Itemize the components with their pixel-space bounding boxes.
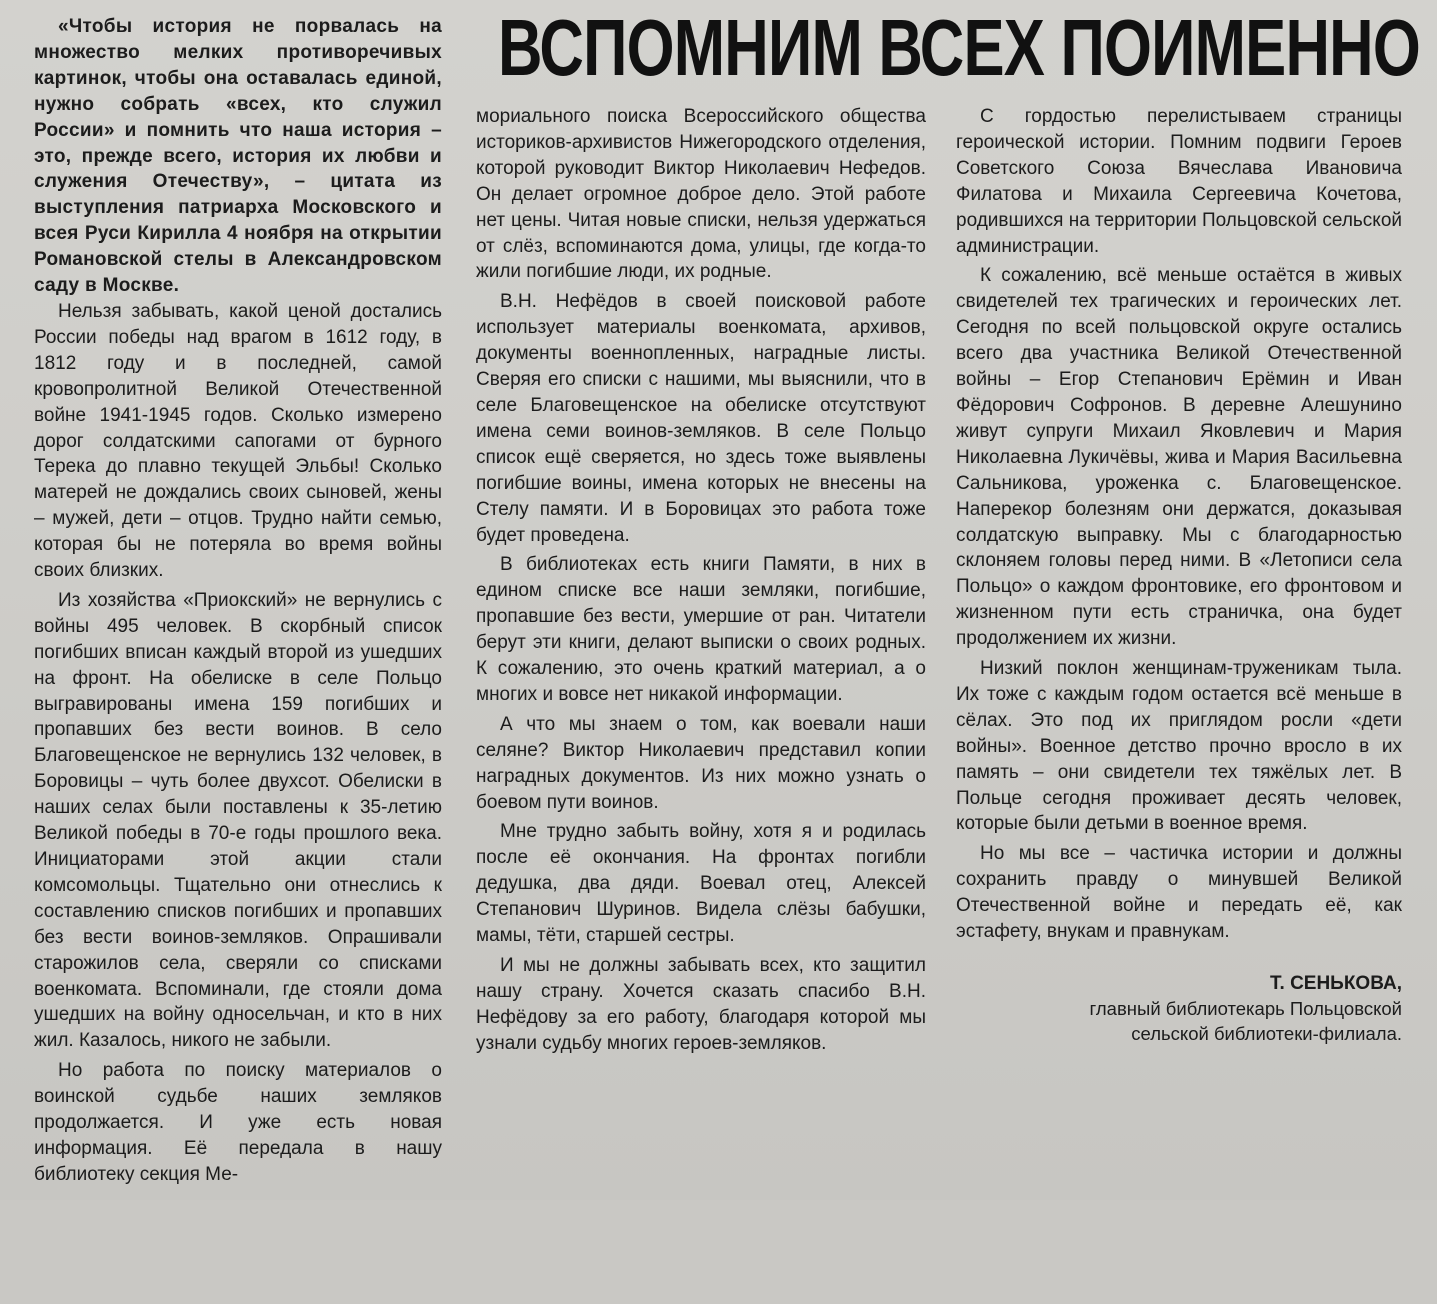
paragraph: Но мы все – частичка истории и должны сохранить правду о минувшей Великой Отечественной войне и передать её, как эстафету, внукам и правнукам. <box>956 843 1402 943</box>
paragraph: В.Н. Нефёдов в своей поисковой работе использует материалы военкомата, архивов, документы военнопленных, наградные листы. Сверяя его списки с нашими, мы выяснили, что в селе Благовещенское на обелиске отсутствуют имена семи воинов-земляков. В селе Польцо список ещё сверяется, но здесь тоже выявлены погибшие воины, имена которых не внесены на Стелу памяти. И в Боровицах это работа тоже будет проведена. <box>476 291 926 546</box>
column-2 <box>476 104 926 1304</box>
paragraph: Но работа по поиску материалов о воинской судьбе наших земляков продолжается. И уже есть новая информация. Её передала в нашу библиотеку секция Ме- <box>34 1060 442 1185</box>
column-3 <box>956 104 1402 1304</box>
author-role: сельской библиотеки-филиала. <box>1131 1023 1402 1044</box>
lead-quote: «Чтобы история не порвалась на множество мелких противоречивых картинок, чтобы она оставалась единой, нужно собрать «всех, кто служил России» и помнить что наша история – это, прежде всего, история их любви и служения Отечеству», – цитата из выступления патриарха Московского и всея Руси Кирилла 4 ноября на открытии Романовской стелы в Александровском саду в Москве. <box>34 16 442 297</box>
column-1 <box>34 14 442 1214</box>
article-title: ВСПОМНИМ ВСЕХ ПОИМЕННО <box>498 3 1421 92</box>
paragraph: И мы не должны забывать всех, кто защитил нашу страну. Хочется сказать спасибо В.Н. Нефёдову за его работу, благодаря которой мы узнали судьбу многих героев-земляков. <box>476 955 926 1054</box>
paragraph: мориального поиска Всероссийского общества историков-архивистов Нижегородского отделения, которой руководит Виктор Николаевич Нефедов. Он делает огромное доброе дело. Этой работе нет цены. Читая новые списки, нельзя удержаться от слёз, вспоминаются дома, улицы, где когда-то жили погибшие люди, их родные. <box>476 106 926 283</box>
paragraph: Низкий поклон женщинам-труженикам тыла. Их тоже с каждым годом остается всё меньше в сёлах. Это под их приглядом росли «дети войны». Военное детство прочно вросло в их память – они свидетели тех тяжёлых лет. В Польце сегодня проживает десять человек, которые были детьми в военное время. <box>956 658 1402 835</box>
paragraph: В библиотеках есть книги Памяти, в них в едином списке все наши земляки, погибшие, пропавшие без вести, умершие от ран. Читатели берут эти книги, делают выписки о своих родных. К сожалению, это очень краткий материал, а о многих и вовсе нет никакой информации. <box>476 554 926 705</box>
paragraph: А что мы знаем о том, как воевали наши селяне? Виктор Николаевич представил копии наградных документов. Из них можно узнать о боевом пути воинов. <box>476 713 926 813</box>
paragraph: Мне трудно забыть войну, хотя я и родилась после её окончания. На фронтах погибли дедушка, два дяди. Воевал отец, Алексей Степанович Шуринов. Видела слёзы бабушки, мамы, тёти, старшей сестры. <box>476 821 926 947</box>
author-role: главный библиотекарь Польцовской <box>1089 998 1402 1019</box>
author-name: Т. СЕНЬКОВА, <box>1270 973 1402 994</box>
paragraph: С гордостью перелистываем страницы героической истории. Помним подвиги Героев Советского Союза Вячеслава Ивановича Филатова и Михаила Сергеевича Кочетова, родившихся на территории Польцовской сельской администрации. <box>956 106 1403 257</box>
paragraph: Нельзя забывать, какой ценой достались России победы над врагом в 1612 году, в 1812 году и в последней, самой кровопролитной Великой Отечественной войне 1941-1945 годов. Сколько измерено дорог солдатскими сапогами от бурного Терека до плавно текущей Эльбы! Сколько матерей не дождались своих сыновей, жены – мужей, дети – отцов. Трудно найти семью, которая бы не потеряла во время войны своих близких. <box>34 300 442 582</box>
paragraph: К сожалению, всё меньше остаётся в живых свидетелей тех трагических и героических лет. Сегодня по всей польцовской округе остались всего два участника Великой Отечественной войны – Егор Степанович Ерёмин и Иван Фёдорович Софронов. В деревне Алешунино живут супруги Михаил Яковлевич и Мария Николаевна Лукичёвы, жива и Мария Васильевна Сальникова, уроженка с. Благовещенское. Наперекор болезням они держатся, доказывая солдатскую выправку. Мы с благодарностью склоняем головы перед ними. В «Летописи села Польцо» о каждом фронтовике, его фронтовом и жизненном пути есть страничка, она будет продолжением их жизни. <box>956 265 1402 650</box>
paragraph: Из хозяйства «Приокский» не вернулись с войны 495 человек. В скорбный список погибших вписан каждый второй из ушедших на фронт. На обелиске в селе Польцо выгравированы имена 159 погибших и пропавших без вести воинов. В село Благовещенское не вернулись 132 человек, в Боровицы – чуть более двухсот. Обелиски в наших селах были поставлены к 35-летию Великой победы в 70-е годы прошлого века. Инициаторами этой акции стали комсомольцы. Тщательно они отнеслись к составлению списков погибших и пропавших без вести воинов-земляков. Опрашивали старожилов села, сверяли со списками военкомата. Вспоминали, где стояли дома ушедших на войну односельчан, и кто в них жил. Казалось, никого не забыли. <box>34 589 442 1052</box>
author-signature <box>956 971 1402 1046</box>
